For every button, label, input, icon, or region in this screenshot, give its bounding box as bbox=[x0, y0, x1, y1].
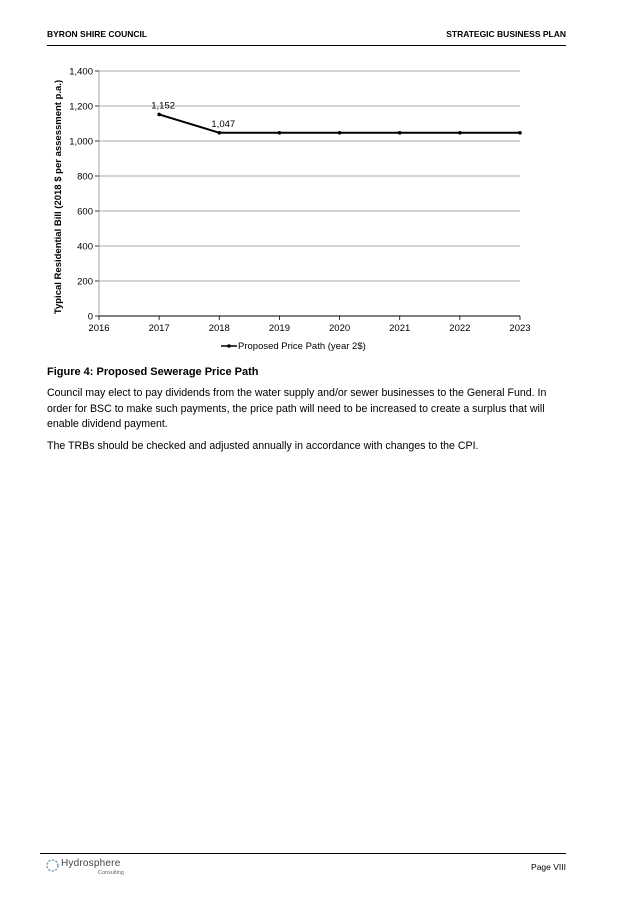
y-tick-label: 200 bbox=[77, 276, 93, 288]
data-point bbox=[458, 131, 462, 135]
x-tick-label: 2018 bbox=[208, 323, 230, 334]
legend-label: Proposed Price Path (year 2$) bbox=[238, 341, 366, 352]
x-tick-label: 2022 bbox=[449, 323, 471, 334]
x-tick-label: 2020 bbox=[329, 323, 351, 334]
data-point bbox=[398, 131, 402, 135]
data-label: 1,047 bbox=[211, 118, 236, 130]
y-tick-label: 1,000 bbox=[69, 136, 93, 148]
body-paragraph-1: Council may elect to pay dividends from the water supply and/or sewer businesses to the General Fund. In order for BSC to make such payments, the price path will need to be increased to create a surplus that will enable dividend payment. bbox=[47, 387, 547, 430]
figure-caption: Figure 4: Proposed Sewerage Price Path bbox=[47, 366, 259, 378]
page-number: Page VIII bbox=[531, 862, 566, 872]
data-point bbox=[338, 131, 342, 135]
y-tick-labels bbox=[69, 67, 93, 323]
data-point bbox=[278, 131, 282, 135]
x-tick-labels bbox=[88, 323, 530, 334]
price-path-chart bbox=[0, 0, 642, 360]
data-point bbox=[157, 113, 161, 117]
logo-subtext: Consulting bbox=[98, 870, 124, 876]
y-tick-label: 1,200 bbox=[69, 101, 93, 113]
x-tick-label: 2017 bbox=[148, 323, 170, 334]
y-tick-label: 800 bbox=[77, 171, 93, 183]
page-footer bbox=[40, 853, 566, 884]
header-organisation: BYRON SHIRE COUNCIL bbox=[47, 29, 148, 39]
data-point bbox=[217, 131, 221, 135]
x-tick-label: 2023 bbox=[509, 323, 531, 334]
chart-legend bbox=[221, 341, 366, 352]
y-tick-label: 600 bbox=[77, 206, 93, 218]
logo-mark-icon bbox=[46, 859, 59, 872]
y-tick-label: 0 bbox=[87, 311, 93, 323]
y-tick-label: 400 bbox=[77, 241, 93, 253]
legend-marker bbox=[227, 344, 231, 348]
data-label: 1,152 bbox=[151, 100, 176, 112]
y-tick-label: 1,400 bbox=[69, 66, 93, 78]
y-axis-label: Typical Residential Bill (2018 $ per assessment p.a.) bbox=[53, 79, 64, 315]
x-tick-label: 2019 bbox=[268, 323, 290, 334]
data-point bbox=[518, 131, 522, 135]
logo-text: Hydrosphere bbox=[61, 858, 121, 869]
hydrosphere-logo bbox=[46, 858, 136, 882]
x-tick-label: 2021 bbox=[389, 323, 411, 334]
header-document-title: STRATEGIC BUSINESS PLAN bbox=[446, 29, 566, 39]
x-tick-label: 2016 bbox=[88, 323, 110, 334]
body-paragraph-2: The TRBs should be checked and adjusted annually in accordance with changes to the CPI. bbox=[47, 440, 479, 452]
